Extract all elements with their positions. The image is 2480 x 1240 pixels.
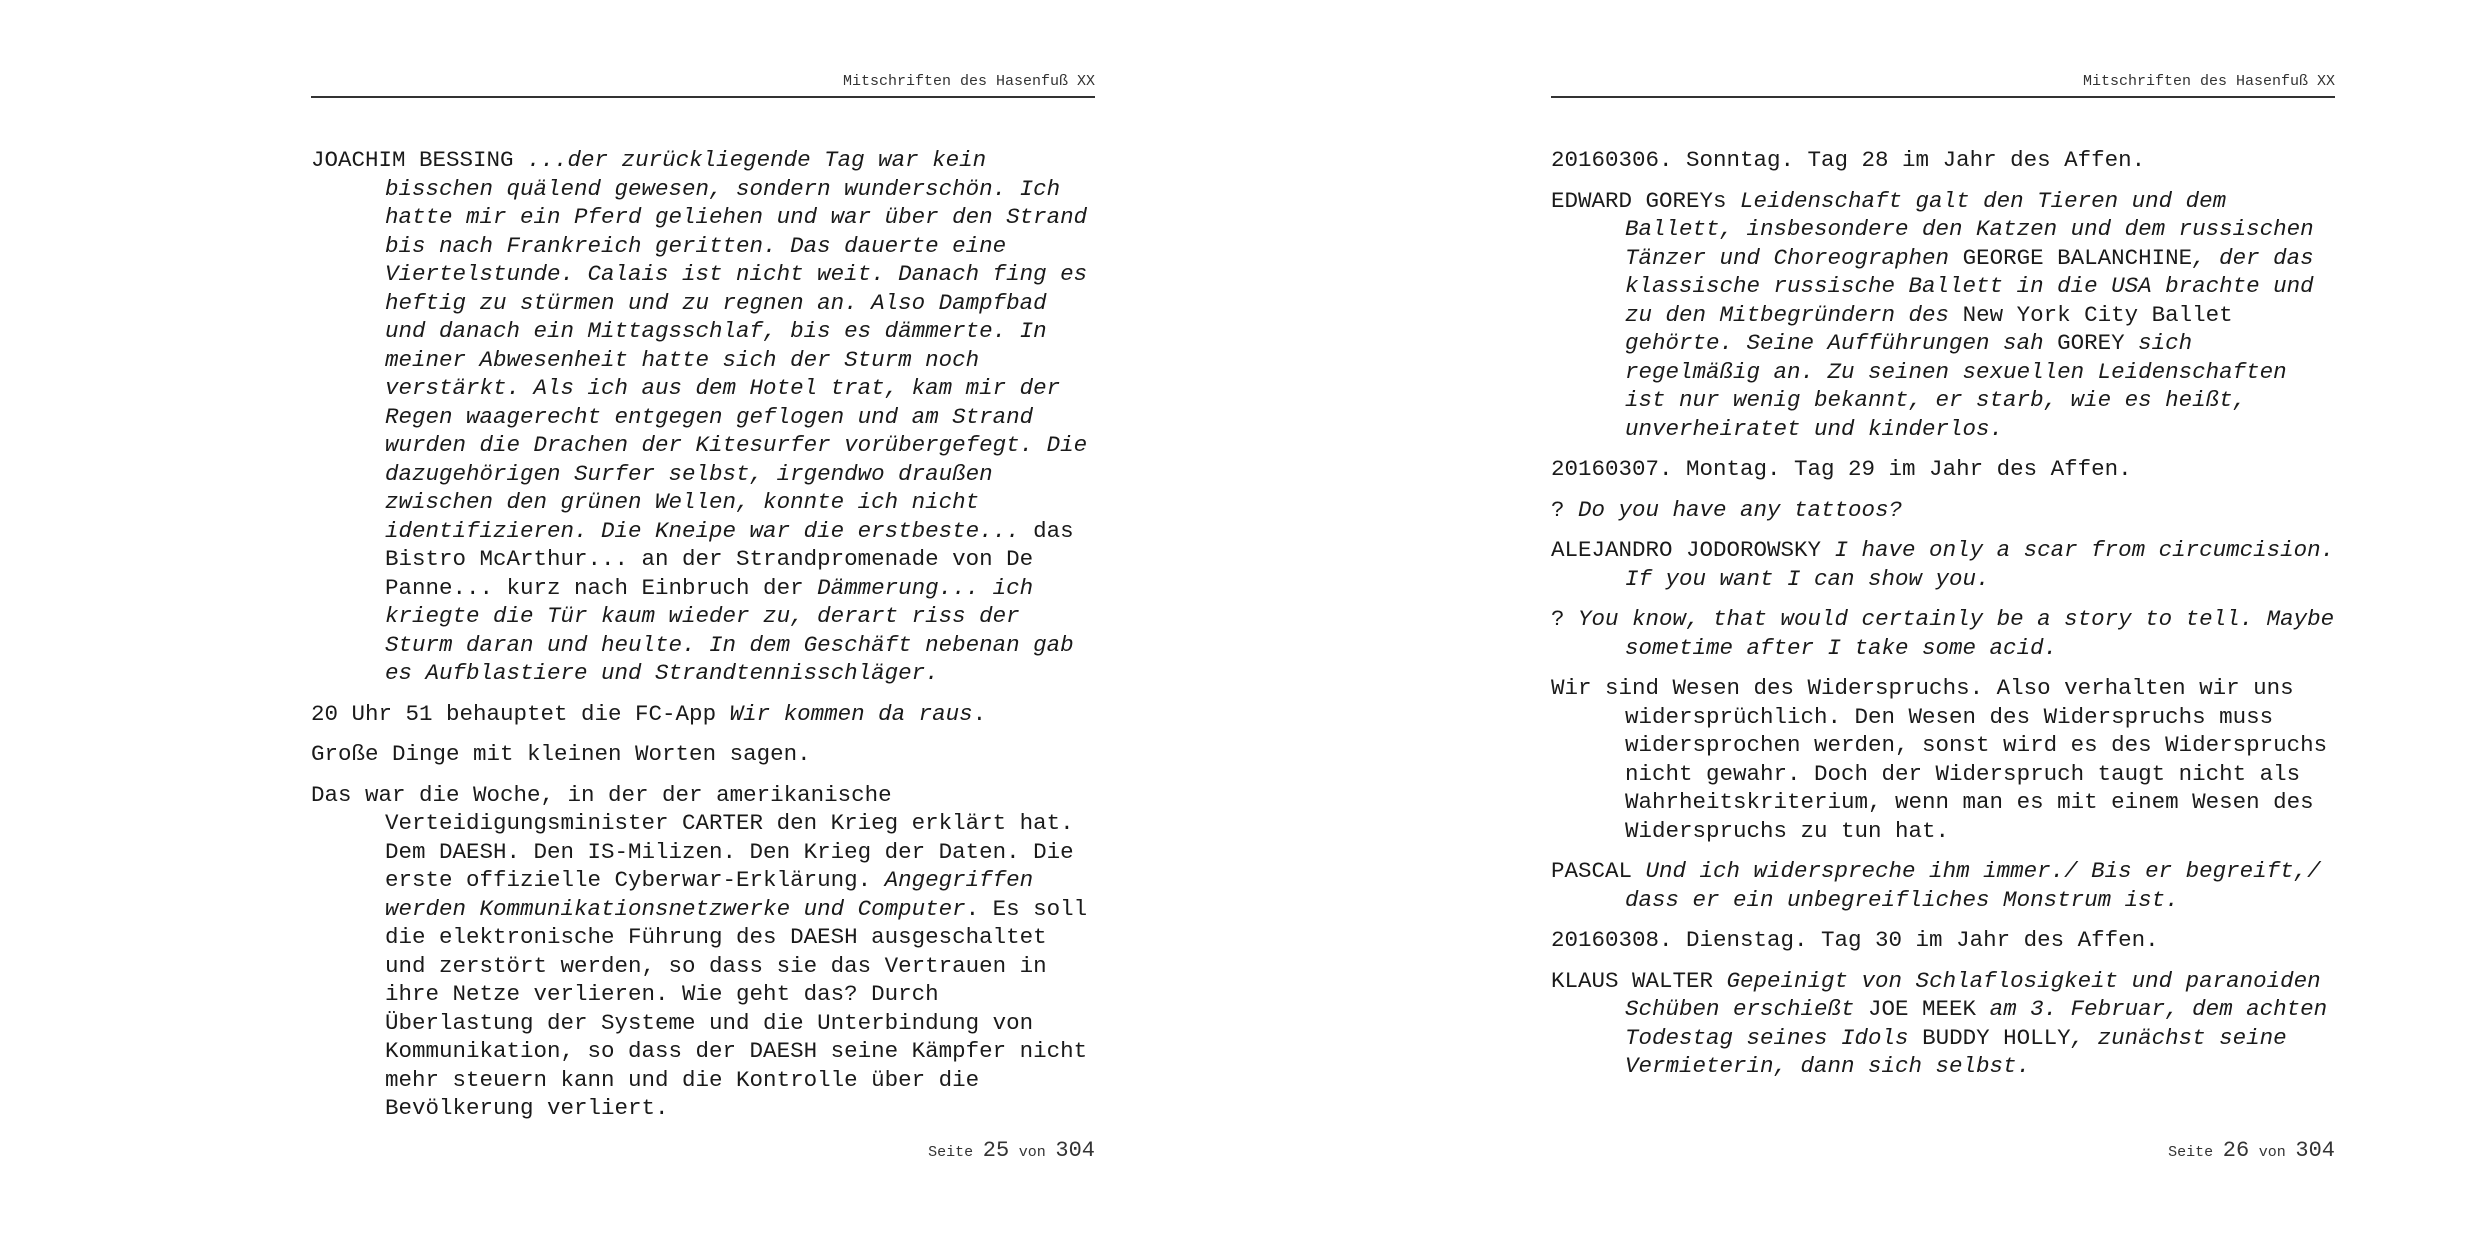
- paragraph: [311, 700, 1095, 729]
- text: . Es soll die elektronische Führung des DAESH ausgeschaltet und zerstört werden, so dass sie das Vertrauen in ihre Netze verlieren. Wie geht das? Durch Überlastung der Systeme und die Unterbindung von Kommunikation, so dass der DAESH seine Kämpfer nicht mehr steuern kann und die Kontrolle über die Bevölkerung verliert.: [385, 895, 1088, 1121]
- text: 20160307. Montag. Tag 29 im Jahr des Affen.: [1551, 456, 2132, 482]
- text: das Bistro McArthur... an der Strandpromenade von De Panne... kurz nach Einbruch der: [385, 517, 1074, 601]
- page-number: 26: [2222, 1138, 2250, 1163]
- paragraph: [1551, 455, 2335, 484]
- right-page: [1551, 0, 2335, 1240]
- paragraph: [311, 740, 1095, 769]
- italic-text: Gepeinigt von Schlaflosigkeit und paranoiden Schüben erschießt: [1625, 967, 2321, 1022]
- italic-text: , der das klassische russische Ballett in die USA brachte und zu den Mitbegründern des: [1625, 244, 2314, 328]
- italic-text: sich regelmäßig an. Zu seinen sexuellen Leidenschaften ist nur wenig bekannt, er starb, wie es heißt, unverheiratet und kinderlos.: [1625, 330, 2287, 442]
- page-label: Seite: [2168, 1144, 2214, 1161]
- text: Wir sind Wesen des Widerspruchs. Also verhalten wir uns widersprüchlich. Den Wesen des Widerspruchs muss widersprochen werden, sonst wird es des Widerspruchs nicht gewahr. Doch der Widerspruch taugt nicht als Wahrheitskriterium, wenn man es mit einem Wesen des Widerspruchs zu tun hat.: [1551, 675, 2328, 844]
- italic-text: You know, that would certainly be a story to tell. Maybe sometime after I take some acid.: [1578, 606, 2335, 661]
- text: .: [972, 700, 987, 727]
- italic-text: Dämmerung... ich kriegte die Tür kaum wieder zu, derart riss der Sturm daran und heulte. In dem Geschäft nebenan gab es Aufblastiere und Strandtennisschläger.: [385, 574, 1074, 686]
- paragraph: [1551, 187, 2335, 444]
- italic-text: Und ich widerspreche ihm immer./ Bis er begreift,/ dass er ein unbegreifliches Monstrum ist.: [1625, 858, 2321, 913]
- page-body: [1551, 146, 2335, 1093]
- italic-text: I have only a scar from circumcision. If you want I can show you.: [1625, 537, 2335, 592]
- paragraph: [1551, 857, 2335, 914]
- text: JOACHIM BESSING: [311, 147, 528, 173]
- page-number: 25: [982, 1138, 1010, 1163]
- italic-text: Do you have any tattoos?: [1578, 496, 1903, 523]
- text: KLAUS WALTER: [1551, 967, 1727, 994]
- paragraph: [311, 781, 1095, 1123]
- text: 20160306. Sonntag. Tag 28 im Jahr des Affen.: [1551, 147, 2146, 173]
- italic-text: Leidenschaft galt den Tieren und dem Ballett, insbesondere den Katzen und dem russischen Tänzer und Choreographen: [1625, 187, 2314, 271]
- text: 20160308. Dienstag. Tag 30 im Jahr des Affen.: [1551, 927, 2159, 953]
- italic-text: am 3. Februar, dem achten Todestag seines Idols: [1625, 996, 2328, 1051]
- page-body: [311, 146, 1095, 1135]
- text: ?: [1551, 496, 1579, 523]
- paragraph: [1551, 146, 2335, 175]
- page-footer: [1551, 1138, 2335, 1163]
- text: ?: [1551, 606, 1579, 632]
- paragraph: [311, 146, 1095, 688]
- italic-text: Wir kommen da raus: [729, 700, 973, 727]
- text: BUDDY HOLLY: [1922, 1024, 2071, 1051]
- text: New York City Ballet: [1962, 301, 2233, 328]
- page-total: 304: [2295, 1138, 2335, 1163]
- page-of-label: von: [1018, 1144, 1046, 1161]
- italic-text: ...der zurückliegende Tag war kein bisschen quälend gewesen, sondern wunderschön. Ich hatte mir ein Pferd geliehen und war über den Strand bis nach Frankreich geritten. Das dauerte eine Viertelstunde. Calais ist nicht weit. Danach fing es heftig zu stürmen und zu regnen an. Also Dampfbad und danach ein Mittagsschlaf, bis es dämmerte. In meiner Abwesenheit hatte sich der Sturm noch verstärkt. Als ich aus dem Hotel trat, kam mir der Regen waagerecht entgegen geflogen und am Strand wurden die Drachen der Kitesurfer vorübergefegt. Die dazugehörigen Surfer selbst, irgendwo draußen zwischen den grünen Wellen, konnte ich nicht identifizieren. Die Kneipe war die erstbeste...: [385, 147, 1088, 544]
- running-header: Mitschriften des Hasenfuß XX: [1551, 72, 2335, 98]
- text: Das war die Woche, in der der amerikanische Verteidigungsminister CARTER den Krieg erklärt hat. Dem DAESH. Den IS-Milizen. Den Krieg der Daten. Die erste offizielle Cyberwar-Erklärung.: [311, 781, 1074, 893]
- left-page: [311, 0, 1095, 1240]
- text: EDWARD GOREYs: [1551, 187, 1741, 214]
- italic-text: Angegriffen werden Kommunikationsnetzwerke und Computer: [385, 867, 1034, 922]
- text: 20 Uhr 51 behauptet die FC-App: [311, 700, 730, 727]
- page-total: 304: [1055, 1138, 1095, 1163]
- italic-text: , zunächst seine Vermieterin, dann sich selbst.: [1625, 1024, 2287, 1079]
- page-label: Seite: [928, 1144, 974, 1161]
- paragraph: [1551, 926, 2335, 955]
- running-header: Mitschriften des Hasenfuß XX: [311, 72, 1095, 98]
- text: ALEJANDRO JODOROWSKY: [1551, 537, 1835, 563]
- paragraph: [1551, 674, 2335, 845]
- paragraph: [1551, 967, 2335, 1081]
- paragraph: [1551, 536, 2335, 593]
- text: GOREY: [2057, 330, 2125, 356]
- page-footer: [311, 1138, 1095, 1163]
- paragraph: [1551, 496, 2335, 525]
- text: Große Dinge mit kleinen Worten sagen.: [311, 741, 811, 767]
- text: PASCAL: [1551, 858, 1646, 884]
- page-of-label: von: [2258, 1144, 2286, 1161]
- italic-text: gehörte. Seine Aufführungen sah: [1625, 330, 2058, 356]
- paragraph: [1551, 605, 2335, 662]
- text: GEORGE BALANCHINE: [1962, 244, 2193, 271]
- text: JOE MEEK: [1868, 996, 1977, 1022]
